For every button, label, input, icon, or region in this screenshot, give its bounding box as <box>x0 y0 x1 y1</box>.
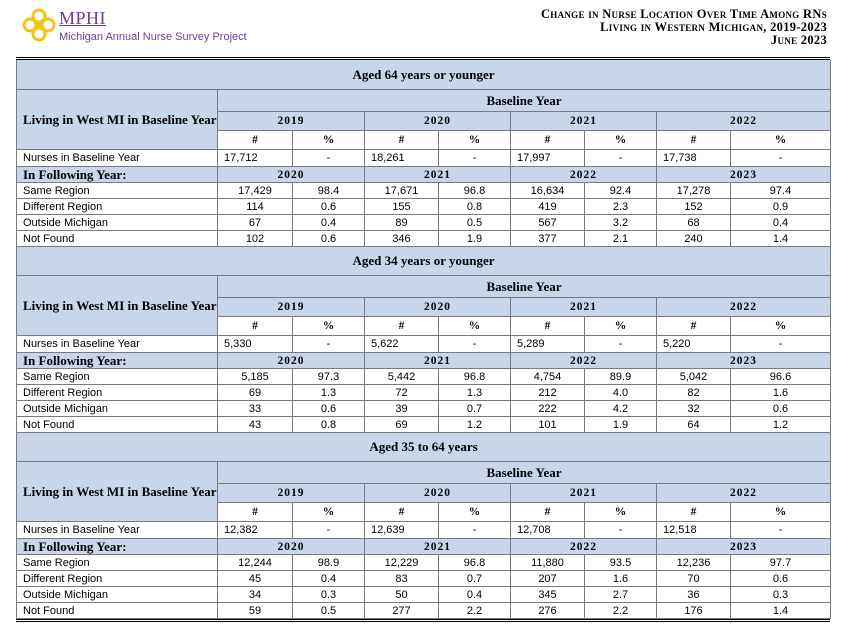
following-year-2021: 2021 <box>365 353 511 369</box>
cell-percent: 1.4 <box>731 231 831 247</box>
count-column-header: # <box>511 317 585 336</box>
percent-column-header: % <box>731 503 831 522</box>
cell-percent: 0.3 <box>731 587 831 603</box>
cell-percent: 1.2 <box>731 417 831 433</box>
cell-count: 5,442 <box>365 369 439 385</box>
cell-percent: 96.6 <box>731 369 831 385</box>
following-year-2023: 2023 <box>657 167 831 183</box>
following-year-header-row <box>17 353 831 369</box>
following-year-2020: 2020 <box>218 353 365 369</box>
cell-percent: 0.6 <box>293 231 365 247</box>
cell-percent: 0.7 <box>439 401 511 417</box>
baseline-count: 12,518 <box>657 522 731 539</box>
baseline-percent: - <box>293 522 365 539</box>
cell-percent: 97.4 <box>731 183 831 199</box>
baseline-count: 5,622 <box>365 336 439 353</box>
count-column-header: # <box>657 317 731 336</box>
row-label: Nurses in Baseline Year <box>17 336 218 353</box>
baseline-count: 5,220 <box>657 336 731 353</box>
count-column-header: # <box>218 503 293 522</box>
following-year-header-row <box>17 539 831 555</box>
cell-count: 64 <box>657 417 731 433</box>
cell-count: 39 <box>365 401 439 417</box>
percent-column-header: % <box>293 503 365 522</box>
percent-column-header: % <box>585 131 657 150</box>
row-label: Different Region <box>17 571 218 587</box>
table-row <box>17 385 831 401</box>
cell-percent: 4.0 <box>585 385 657 401</box>
following-year-header-row <box>17 167 831 183</box>
percent-column-header: % <box>585 317 657 336</box>
following-year-2022: 2022 <box>511 167 657 183</box>
section-title: Aged 35 to 64 years <box>17 433 831 462</box>
cell-percent: 2.1 <box>585 231 657 247</box>
cell-percent: 1.6 <box>585 571 657 587</box>
row-label: Not Found <box>17 417 218 433</box>
table-row <box>17 603 831 619</box>
cell-count: 212 <box>511 385 585 401</box>
cell-percent: 96.8 <box>439 555 511 571</box>
row-label: Not Found <box>17 231 218 247</box>
cell-count: 17,671 <box>365 183 439 199</box>
percent-column-header: % <box>731 317 831 336</box>
section-title-row <box>17 60 831 90</box>
cell-count: 36 <box>657 587 731 603</box>
section-title-row <box>17 433 831 462</box>
cell-percent: 0.6 <box>731 571 831 587</box>
cell-count: 69 <box>218 385 293 401</box>
row-label: Same Region <box>17 369 218 385</box>
count-column-header: # <box>657 503 731 522</box>
cell-percent: 0.5 <box>293 603 365 619</box>
count-column-header: # <box>657 131 731 150</box>
baseline-percent: - <box>731 150 831 167</box>
cell-percent: 0.4 <box>731 215 831 231</box>
cell-count: 69 <box>365 417 439 433</box>
baseline-year-2021: 2021 <box>511 298 657 317</box>
cell-count: 33 <box>218 401 293 417</box>
baseline-year-2020: 2020 <box>365 112 511 131</box>
cell-count: 11,880 <box>511 555 585 571</box>
row-label: Not Found <box>17 603 218 619</box>
cell-percent: 0.6 <box>293 401 365 417</box>
baseline-count: 5,330 <box>218 336 293 353</box>
cell-percent: 92.4 <box>585 183 657 199</box>
in-following-year-label: In Following Year: <box>17 353 218 369</box>
nurses-in-baseline-row <box>17 522 831 539</box>
cell-count: 155 <box>365 199 439 215</box>
baseline-count: 12,708 <box>511 522 585 539</box>
cell-percent: 93.5 <box>585 555 657 571</box>
following-year-2023: 2023 <box>657 353 831 369</box>
title-line-2: Living in Western Michigan, 2019-2023 <box>600 20 827 34</box>
cell-count: 101 <box>511 417 585 433</box>
cell-percent: 0.4 <box>293 571 365 587</box>
cell-count: 12,236 <box>657 555 731 571</box>
following-year-2020: 2020 <box>218 167 365 183</box>
cell-percent: 97.7 <box>731 555 831 571</box>
baseline-year-2021: 2021 <box>511 484 657 503</box>
logo-org-name: MPHI <box>59 8 107 28</box>
cell-percent: 1.3 <box>293 385 365 401</box>
baseline-percent: - <box>293 150 365 167</box>
section-title: Aged 34 years or younger <box>17 247 831 276</box>
cell-count: 32 <box>657 401 731 417</box>
table-row <box>17 587 831 603</box>
table-row <box>17 183 831 199</box>
cell-count: 70 <box>657 571 731 587</box>
cell-count: 17,429 <box>218 183 293 199</box>
count-column-header: # <box>365 503 439 522</box>
cell-count: 50 <box>365 587 439 603</box>
cell-percent: 97.3 <box>293 369 365 385</box>
cell-count: 34 <box>218 587 293 603</box>
cell-count: 114 <box>218 199 293 215</box>
cell-count: 152 <box>657 199 731 215</box>
baseline-year-header-row <box>17 462 831 484</box>
cell-percent: 0.5 <box>439 215 511 231</box>
baseline-percent: - <box>439 522 511 539</box>
baseline-year-heading: Baseline Year <box>218 90 831 112</box>
row-label: Outside Michigan <box>17 401 218 417</box>
page-title <box>541 8 827 47</box>
cell-percent: 1.9 <box>585 417 657 433</box>
following-year-2022: 2022 <box>511 353 657 369</box>
count-column-header: # <box>365 131 439 150</box>
baseline-count: 18,261 <box>365 150 439 167</box>
baseline-year-2022: 2022 <box>657 298 831 317</box>
cell-count: 12,229 <box>365 555 439 571</box>
baseline-year-heading: Baseline Year <box>218 276 831 298</box>
percent-column-header: % <box>439 317 511 336</box>
flower-logo-icon <box>22 8 56 42</box>
row-label: Outside Michigan <box>17 215 218 231</box>
table-row <box>17 231 831 247</box>
living-in-west-mi-label: Living in West MI in Baseline Year <box>17 90 218 150</box>
cell-count: 83 <box>365 571 439 587</box>
baseline-year-2022: 2022 <box>657 112 831 131</box>
following-year-2020: 2020 <box>218 539 365 555</box>
following-year-2021: 2021 <box>365 167 511 183</box>
in-following-year-label: In Following Year: <box>17 539 218 555</box>
table-row <box>17 199 831 215</box>
cell-percent: 3.2 <box>585 215 657 231</box>
cell-count: 207 <box>511 571 585 587</box>
cell-percent: 96.8 <box>439 183 511 199</box>
baseline-count: 12,639 <box>365 522 439 539</box>
following-year-2023: 2023 <box>657 539 831 555</box>
table-row <box>17 571 831 587</box>
cell-percent: 1.2 <box>439 417 511 433</box>
section-title: Aged 64 years or younger <box>17 60 831 90</box>
cell-percent: 1.4 <box>731 603 831 619</box>
row-label: Different Region <box>17 385 218 401</box>
cell-percent: 0.4 <box>293 215 365 231</box>
cell-count: 67 <box>218 215 293 231</box>
count-column-header: # <box>511 503 585 522</box>
percent-column-header: % <box>439 503 511 522</box>
following-year-2022: 2022 <box>511 539 657 555</box>
baseline-year-2020: 2020 <box>365 298 511 317</box>
cell-count: 43 <box>218 417 293 433</box>
cell-percent: 2.2 <box>439 603 511 619</box>
baseline-percent: - <box>585 150 657 167</box>
percent-column-header: % <box>585 503 657 522</box>
baseline-year-2019: 2019 <box>218 484 365 503</box>
row-label: Outside Michigan <box>17 587 218 603</box>
baseline-year-header-row <box>17 276 831 298</box>
cell-count: 222 <box>511 401 585 417</box>
row-label: Nurses in Baseline Year <box>17 150 218 167</box>
cell-percent: 0.9 <box>731 199 831 215</box>
cell-count: 4,754 <box>511 369 585 385</box>
cell-count: 345 <box>511 587 585 603</box>
baseline-year-2022: 2022 <box>657 484 831 503</box>
baseline-count: 17,712 <box>218 150 293 167</box>
row-label: Same Region <box>17 183 218 199</box>
row-label: Different Region <box>17 199 218 215</box>
title-line-1: Change in Nurse Location Over Time Among RNs <box>540 7 827 21</box>
baseline-year-2019: 2019 <box>218 298 365 317</box>
cell-percent: 0.3 <box>293 587 365 603</box>
following-year-2021: 2021 <box>365 539 511 555</box>
cell-percent: 1.3 <box>439 385 511 401</box>
cell-percent: 4.2 <box>585 401 657 417</box>
baseline-year-2019: 2019 <box>218 112 365 131</box>
baseline-count: 17,997 <box>511 150 585 167</box>
cell-count: 240 <box>657 231 731 247</box>
cell-count: 5,185 <box>218 369 293 385</box>
cell-percent: 1.6 <box>731 385 831 401</box>
baseline-count: 12,382 <box>218 522 293 539</box>
cell-percent: 0.6 <box>731 401 831 417</box>
row-label: Nurses in Baseline Year <box>17 522 218 539</box>
table-row <box>17 215 831 231</box>
cell-count: 59 <box>218 603 293 619</box>
cell-count: 419 <box>511 199 585 215</box>
cell-count: 45 <box>218 571 293 587</box>
cell-percent: 98.9 <box>293 555 365 571</box>
data-table <box>16 60 831 619</box>
cell-count: 89 <box>365 215 439 231</box>
cell-percent: 0.8 <box>293 417 365 433</box>
baseline-year-2021: 2021 <box>511 112 657 131</box>
living-in-west-mi-label: Living in West MI in Baseline Year <box>17 462 218 522</box>
percent-column-header: % <box>439 131 511 150</box>
cell-percent: 89.9 <box>585 369 657 385</box>
baseline-year-header-row <box>17 90 831 112</box>
percent-column-header: % <box>293 131 365 150</box>
cell-count: 346 <box>365 231 439 247</box>
cell-percent: 0.7 <box>439 571 511 587</box>
cell-count: 12,244 <box>218 555 293 571</box>
cell-count: 567 <box>511 215 585 231</box>
percent-column-header: % <box>293 317 365 336</box>
baseline-percent: - <box>731 336 831 353</box>
baseline-count: 5,289 <box>511 336 585 353</box>
baseline-percent: - <box>293 336 365 353</box>
cell-percent: 2.7 <box>585 587 657 603</box>
baseline-percent: - <box>585 336 657 353</box>
cell-count: 176 <box>657 603 731 619</box>
section-title-row <box>17 247 831 276</box>
baseline-percent: - <box>439 336 511 353</box>
cell-count: 16,634 <box>511 183 585 199</box>
living-in-west-mi-label: Living in West MI in Baseline Year <box>17 276 218 336</box>
baseline-percent: - <box>585 522 657 539</box>
count-column-header: # <box>365 317 439 336</box>
baseline-percent: - <box>731 522 831 539</box>
cell-count: 277 <box>365 603 439 619</box>
count-column-header: # <box>511 131 585 150</box>
baseline-year-heading: Baseline Year <box>218 462 831 484</box>
cell-percent: 98.4 <box>293 183 365 199</box>
row-label: Same Region <box>17 555 218 571</box>
nurse-location-table <box>16 57 830 622</box>
cell-percent: 0.8 <box>439 199 511 215</box>
cell-percent: 0.6 <box>293 199 365 215</box>
baseline-count: 17,738 <box>657 150 731 167</box>
cell-count: 102 <box>218 231 293 247</box>
cell-count: 82 <box>657 385 731 401</box>
cell-percent: 2.3 <box>585 199 657 215</box>
cell-count: 17,278 <box>657 183 731 199</box>
nurses-in-baseline-row <box>17 336 831 353</box>
cell-percent: 0.4 <box>439 587 511 603</box>
table-row <box>17 417 831 433</box>
cell-count: 5,042 <box>657 369 731 385</box>
baseline-year-2020: 2020 <box>365 484 511 503</box>
cell-percent: 1.9 <box>439 231 511 247</box>
table-row <box>17 401 831 417</box>
cell-percent: 2.2 <box>585 603 657 619</box>
table-row <box>17 369 831 385</box>
percent-column-header: % <box>731 131 831 150</box>
count-column-header: # <box>218 317 293 336</box>
logo-project-name: Michigan Annual Nurse Survey Project <box>59 31 247 43</box>
title-line-3: June 2023 <box>770 33 827 47</box>
cell-count: 68 <box>657 215 731 231</box>
cell-percent: 96.8 <box>439 369 511 385</box>
cell-count: 276 <box>511 603 585 619</box>
mphi-logo <box>22 8 272 48</box>
baseline-percent: - <box>439 150 511 167</box>
cell-count: 72 <box>365 385 439 401</box>
nurses-in-baseline-row <box>17 150 831 167</box>
in-following-year-label: In Following Year: <box>17 167 218 183</box>
cell-count: 377 <box>511 231 585 247</box>
count-column-header: # <box>218 131 293 150</box>
table-row <box>17 555 831 571</box>
